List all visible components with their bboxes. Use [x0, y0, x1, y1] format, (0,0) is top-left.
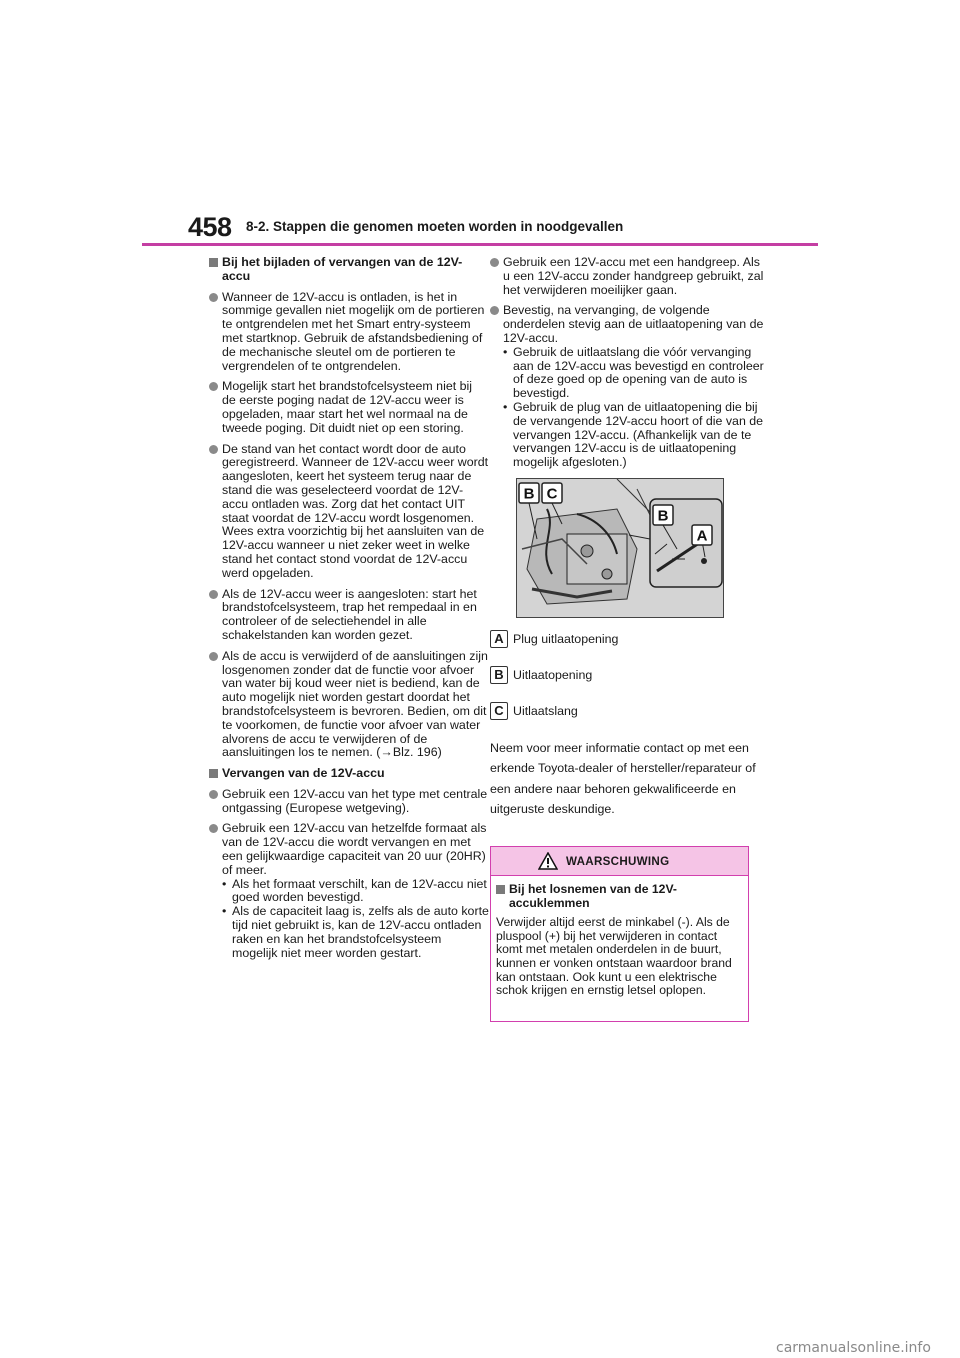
item-text: Als de 12V-accu weer is aangesloten: start het brandstofcelsysteem, trap het rempedaal in en controleer of de selectiehendel in alle schakelstanden kan worden gezet.: [222, 586, 477, 642]
legend-row-b: [490, 666, 770, 688]
sub-bullet: • Gebruik de uitlaatslang die vóór vervanging aan de 12V-accu was bevestigd en controleer of deze goed op de opening van de auto is bevestigd.: [503, 344, 764, 401]
list-item: [209, 380, 489, 435]
warning-heading-text: Bij het losnemen van de 12V-accuklemmen: [509, 882, 677, 910]
list-item: [209, 822, 489, 960]
header-rule: [142, 243, 818, 246]
legend-label-b: Uitlaatopening: [513, 667, 593, 682]
warning-body: [491, 876, 748, 998]
sub-bullet-list: [222, 878, 489, 961]
dot-bullet-icon: [209, 382, 218, 391]
square-bullet-icon: [209, 258, 218, 267]
callout-b2: B: [657, 507, 669, 525]
dot-bullet-icon: [209, 590, 218, 599]
warning-box: [490, 846, 749, 1022]
legend-label-a: Plug uitlaatopening: [513, 631, 619, 646]
warning-heading: [496, 883, 743, 910]
item-text: Wanneer de 12V-accu is ontladen, is het in sommige gevallen niet mogelijk om de portieren te ontgrendelen met het Smart entry-systeem met startknop. Gebruik de afstandsbediening of de mechanische sleutel om de portieren te vergrendelen of te ontgrendelen.: [222, 289, 485, 373]
dealer-note: Neem voor meer informatie contact op met een erkende Toyota-dealer of hersteller/reparateur of een andere naar behoren gekwalificeerde en uitgeruste deskundige.: [490, 740, 756, 817]
legend-label-c: Uitlaatslang: [513, 703, 578, 718]
sub-bullet: • Als het formaat verschilt, kan de 12V-accu niet goed worden bevestigd.: [222, 876, 487, 905]
sub-bullet-text: Als het formaat verschilt, kan de 12V-accu niet goed worden bevestigd.: [232, 876, 487, 905]
dot-bullet-icon: [490, 306, 499, 315]
item-text: Gebruik een 12V-accu van het type met centrale ontgassing (Europese wetgeving).: [222, 786, 488, 815]
list-item: [209, 788, 489, 816]
dot-bullet-icon: [209, 445, 218, 454]
list-item: [209, 291, 489, 374]
warning-title: WAARSCHUWING: [566, 855, 670, 868]
dot-bullet-icon: [490, 258, 499, 267]
dot-bullet-icon: [209, 293, 218, 302]
callout-c: C: [546, 485, 558, 503]
watermark: carmanualsonline.info: [776, 1340, 931, 1356]
legend-key-c: C: [490, 702, 508, 720]
sub-bullet-text: Gebruik de plug van de uitlaatopening die bij de vervangende 12V-accu hoort of die van de vervangen 12V-accu. (Afhankelijk van de te vervangen 12V-accu is de uitlaatopening mogelijk afgesloten.): [513, 399, 764, 470]
item-text: Bevestig, na vervanging, de volgende onderdelen stevig aan de uitlaatopening van de 12V-accu.: [503, 303, 764, 345]
section-title: 8-2. Stappen die genomen moeten worden in noodgevallen: [246, 219, 624, 234]
sub-bullet: • Gebruik de plug van de uitlaatopening die bij de vervangende 12V-accu hoort of die van de vervangen 12V-accu. (Afhankelijk van de te vervangen 12V-accu is de uitlaatopening mogelijk afgesloten.): [503, 399, 764, 470]
legend-row-c: [490, 702, 770, 724]
item-text: Gebruik een 12V-accu van hetzelfde formaat als van de 12V-accu die wordt vervangen en met een gelijkwaardige capaciteit van 20 uur (20HR) of meer.: [222, 821, 487, 877]
warning-triangle-icon: [538, 852, 558, 870]
sub-bullet-list: [503, 346, 770, 470]
item-text: Gebruik een 12V-accu met een handgreep. Als u een 12V-accu zonder handgreep gebruikt, zal het verwijderen moeilijker gaan.: [503, 255, 764, 297]
dot-bullet-icon: [209, 790, 218, 799]
sub-bullet-text: Gebruik de uitlaatslang die vóór vervanging aan de 12V-accu was bevestigd en controleer of deze goed op de opening van de auto is bevestigd.: [513, 344, 764, 401]
battery-vent-figure: [516, 478, 724, 618]
heading-text: Vervangen van de 12V-accu: [222, 766, 385, 781]
square-bullet-icon: [496, 885, 505, 894]
heading-vervangen: [209, 767, 489, 781]
callout-a: A: [696, 527, 708, 545]
sub-bullet: • Als de capaciteit laag is, zelfs als de auto korte tijd niet gebruikt is, kan de 12V-accu ontladen raken en kan het brandstofcelsysteem mogelijk niet meer worden gestart.: [222, 904, 489, 960]
heading-text: Bij het bijladen of vervangen van de 12V-accu: [222, 255, 463, 283]
sub-bullet-text: Als de capaciteit laag is, zelfs als de auto korte tijd niet gebruikt is, kan de 12V-accu ontladen raken en kan het brandstofcelsysteem mogelijk niet meer worden gestart.: [232, 904, 489, 960]
heading-bijladen: [209, 256, 489, 284]
legend-key-a: A: [490, 630, 508, 648]
legend-key-b: B: [490, 666, 508, 684]
item-text: De stand van het contact wordt door de auto geregistreerd. Wanneer de 12V-accu weer wordt aangesloten, keert het systeem terug naar de stand die was geselecteerd voordat de 12V-accu ontladen was. Zorg dat het contact UIT staat voordat de 12V-accu wordt losgenomen.: [222, 441, 489, 525]
dot-bullet-icon: [209, 652, 218, 661]
left-column: [209, 256, 489, 967]
list-item: [209, 443, 489, 581]
item-text: Als de accu is verwijderd of de aansluitingen zijn losgenomen zonder dat de functie voor afvoer van water bij koud weer niet is bediend, kan de auto mogelijk niet worden gestart doordat het brandstofcelsysteem is bevroren. Bedien, om dit te voorkomen, de functie voor afvoer van water alvorens de accu te verwijderen of de aansluitingen los te nemen. (→Blz. 196): [222, 648, 488, 760]
warning-text: Verwijder altijd eerst de minkabel (-). Als de pluspool (+) bij het verwijderen in contact komt met metalen onderdelen in de buurt, kunnen er vonken ontstaan waardoor brand kan ontstaan. Ook kunt u een elektrische schok krijgen en ernstig letsel oplopen.: [496, 915, 732, 998]
page-number: 458: [188, 212, 232, 242]
list-item: [209, 650, 489, 760]
list-item: [209, 588, 489, 643]
legend-row-a: [490, 630, 770, 652]
battery-illustration: [517, 479, 723, 617]
warning-header: [491, 847, 748, 876]
item-extra-text: Wees extra voorzichtig bij het aansluiten van de 12V-accu wanneer u niet zeker weet in welke stand het contact stond voordat de 12V-accu werd opgeladen.: [222, 524, 485, 580]
list-item: [490, 304, 770, 470]
list-item: [490, 256, 770, 297]
right-column: [490, 256, 770, 820]
item-text: Mogelijk start het brandstofcelsysteem niet bij de eerste poging nadat de 12V-accu weer is opgeladen, maar start het wel normaal na de tweede poging. Dit duidt niet op een storing.: [222, 379, 472, 435]
callout-b1: B: [523, 485, 535, 503]
dot-bullet-icon: [209, 824, 218, 833]
square-bullet-icon: [209, 769, 218, 778]
